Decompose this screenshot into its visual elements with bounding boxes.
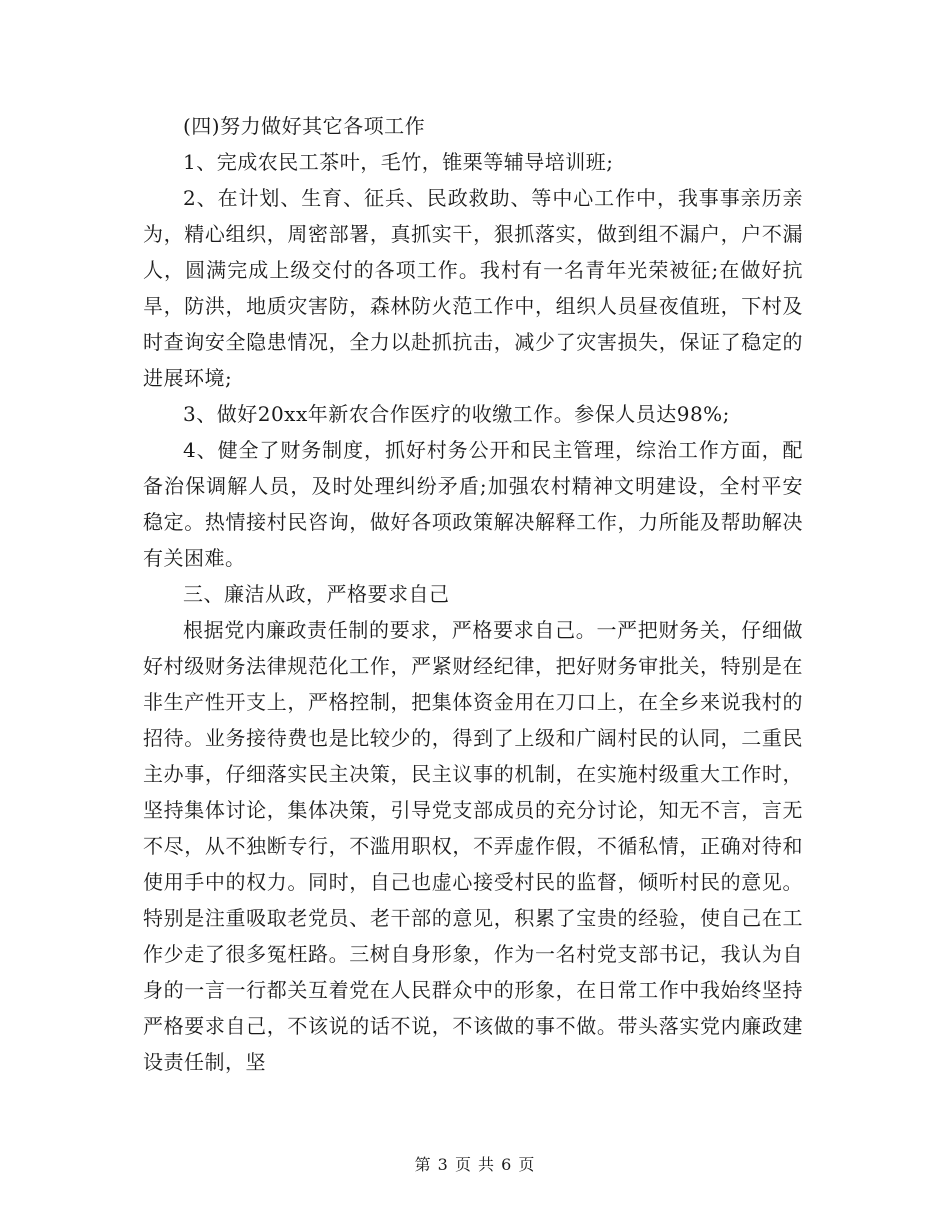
section-heading-integrity: 三、廉洁从政，严格要求自己 (183, 582, 450, 606)
paragraph-item-2: 2、在计划、生育、征兵、民政救助、等中心工作中，我事事亲历亲为，精心组织，周密部署，真抓实干，狠抓落实，做到组不漏户，户不漏人，圆满完成上级交付的各项工作。我村有一名青年光荣被征;在做好抗旱，防洪，地质灾害防，森林防火范工作中，组织人员昼夜值班，下村及时查询安全隐患情况，全力以赴抓抗击，减少了灾害损失，保证了稳定的进展环境; (143, 186, 803, 390)
paragraph-item-4: 4、健全了财务制度，抓好村务公开和民主管理，综治工作方面，配备治保调解人员，及时处理纠纷矛盾;加强农村精神文明建设，全村平安稳定。热情接村民咨询，做好各项政策解决解释工作，力所能及帮助解决有关困难。 (143, 438, 803, 570)
paragraph-item-1: 1、完成农民工茶叶，毛竹，锥栗等辅导培训班; (183, 150, 614, 174)
document-body (143, 108, 803, 1080)
paragraph-item-3: 3、做好20xx年新农合作医疗的收缴工作。参保人员达98%; (183, 402, 730, 426)
section-heading-other-work: (四)努力做好其它各项工作 (183, 114, 426, 138)
paragraph-integrity-body: 根据党内廉政责任制的要求，严格要求自己。一严把财务关，仔细做好村级财务法律规范化工作，严紧财经纪律，把好财务审批关，特别是在非生产性开支上，严格控制，把集体资金用在刀口上，在全乡来说我村的招待。业务接待费也是比较少的，得到了上级和广阔村民的认同，二重民主办事，仔细落实民主决策，民主议事的机制，在实施村级重大工作时，坚持集体讨论，集体决策，引导党支部成员的充分讨论，知无不言，言无不尽，从不独断专行，不滥用职权，不弄虚作假，不循私情，正确对待和使用手中的权力。同时，自己也虚心接受村民的监督，倾听村民的意见。特别是注重吸取老党员、老干部的意见，积累了宝贵的经验，使自己在工作少走了很多冤枉路。三树自身形象，作为一名村党支部书记，我认为自身的一言一行都关互着党在人民群众中的形象，在日常工作中我始终坚持严格要求自己，不该说的话不说，不该做的事不做。带头落实党内廉政建设责任制，坚 (143, 618, 803, 1074)
page-number-footer: 第 3 页 共 6 页 (414, 1155, 536, 1174)
